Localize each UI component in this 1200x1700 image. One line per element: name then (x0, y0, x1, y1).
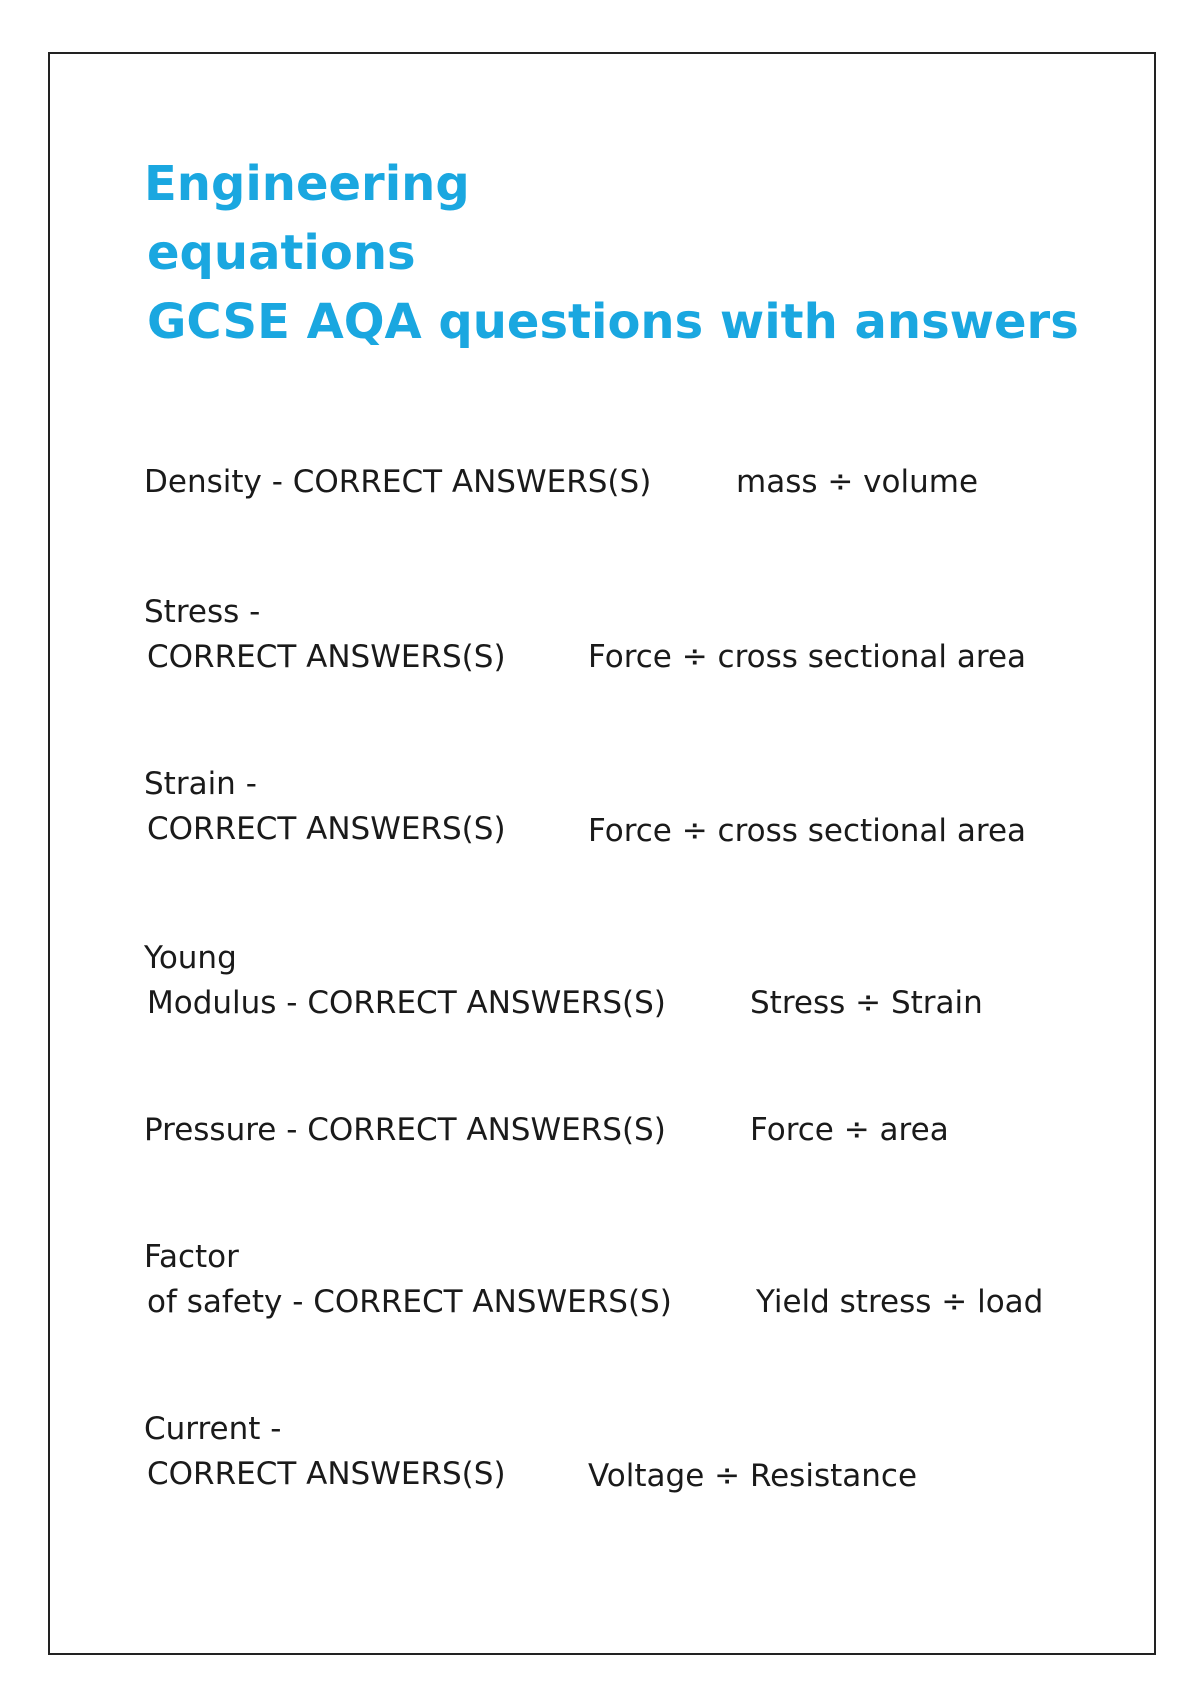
entry-question: Density - CORRECT ANSWERS(S) (144, 464, 652, 500)
entry-question: Pressure - CORRECT ANSWERS(S) (144, 1112, 666, 1148)
entry-density (144, 460, 979, 505)
document-title (144, 150, 1079, 357)
entry-answer: Yield stress ÷ load (756, 1284, 1044, 1320)
entry-pressure (144, 1108, 949, 1153)
entry-question-line2: CORRECT ANSWERS(S) (147, 639, 506, 675)
title-line-3: GCSE AQA questions with answers (147, 294, 1079, 350)
entry-question-line1: Strain - (144, 766, 257, 802)
entry-question-line2: CORRECT ANSWERS(S) (147, 1456, 506, 1492)
entry-question-line1: Stress - (144, 594, 261, 630)
entry-question-line1: Young (144, 940, 237, 976)
entry-answer: mass ÷ volume (736, 464, 979, 500)
title-line-2: equations (147, 225, 416, 281)
entry-factor-of-safety (144, 1235, 1044, 1325)
entry-answer: Force ÷ cross sectional area (588, 639, 1027, 675)
entry-answer: Force ÷ area (750, 1112, 949, 1148)
entry-young-modulus (144, 936, 983, 1026)
entry-question-line1: Factor (144, 1239, 239, 1275)
entry-answer: Stress ÷ Strain (750, 985, 983, 1021)
entry-stress (144, 590, 1027, 680)
entry-strain (144, 762, 1027, 852)
entry-answer: Force ÷ cross sectional area (588, 813, 1027, 849)
entry-question-line2: CORRECT ANSWERS(S) (147, 811, 506, 847)
entry-current (144, 1407, 918, 1497)
entry-question-line2: Modulus - CORRECT ANSWERS(S) (147, 985, 666, 1021)
entry-answer: Voltage ÷ Resistance (588, 1458, 918, 1494)
entry-question-line1: Current - (144, 1411, 282, 1447)
entry-question-line2: of safety - CORRECT ANSWERS(S) (147, 1284, 672, 1320)
title-line-1: Engineering (144, 156, 470, 212)
